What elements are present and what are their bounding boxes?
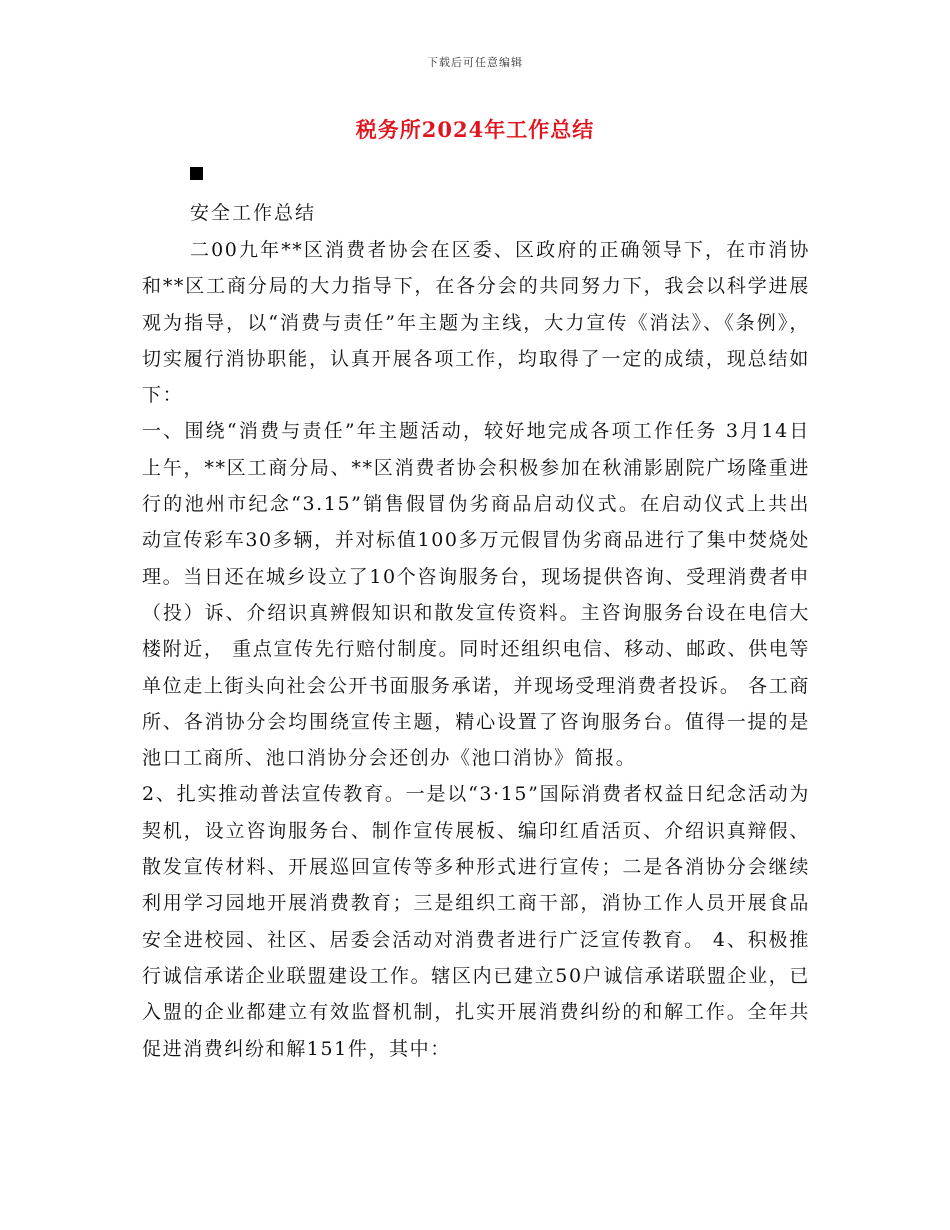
document-title: 税务所2024年工作总结 bbox=[355, 117, 595, 142]
document-body bbox=[142, 232, 810, 1067]
page-header-note: 下载后可任意编辑 bbox=[427, 56, 523, 69]
paragraph-intro: 二00九年**区消费者协会在区委、区政府的正确领导下，在市消协和**区工商分局的大力指导下，在各分会的共同努力下，我会以科学进展观为指导，以“消费与责任”年主题为主线，大力宣传《消法》、《条例》，切实履行消协职能，认真开展各项工作，均取得了一定的成绩，现总结如下： bbox=[142, 239, 810, 407]
paragraph-section-1: 一、围绕“消费与责任”年主题活动，较好地完成各项工作任务 3月14日上午，**区工商分局、**区消费者协会积极参加在秋浦影剧院广场隆重进行的池州市纪念“3.15”销售假冒伪劣商品启动仪式。在启动仪式上共出动宣传彩车30多辆，并对标值100多万元假冒伪劣商品进行了集中焚烧处理。当日还在城乡设立了10个咨询服务台，现场提供咨询、受理消费者申（投）诉、介绍识真辨假知识和散发宣传资料。主咨询服务台设在电信大楼附近， 重点宣传先行赔付制度。同时还组织电信、移动、邮政、供电等单位走上街头向社会公开书面服务承诺，并现场受理消费者投诉。 各工商所、各消协分会均围绕宣传主题，精心设置了咨询服务台。值得一提的是池口工商所、池口消协分会还创办《池口消协》简报。 bbox=[142, 420, 810, 770]
section-subheading: 安全工作总结 bbox=[190, 202, 317, 224]
black-square-bullet-icon bbox=[190, 167, 203, 180]
paragraph-section-2: 2、扎实推动普法宣传教育。一是以“3·15”国际消费者权益日纪念活动为契机，设立咨询服务台、制作宣传展板、编印红盾活页、介绍识真辩假、散发宣传材料、开展巡回宣传等多种形式进行宣传；二是各消协分会继续利用学习园地开展消费教育；三是组织工商干部，消协工作人员开展食品安全进校园、社区、居委会活动对消费者进行广泛宣传教育。 4、积极推行诚信承诺企业联盟建设工作。辖区内已建立50户诚信承诺联盟企业，已入盟的企业都建立有效监督机制，扎实开展消费纠纷的和解工作。全年共促进消费纠纷和解151件，其中： bbox=[142, 783, 810, 1060]
